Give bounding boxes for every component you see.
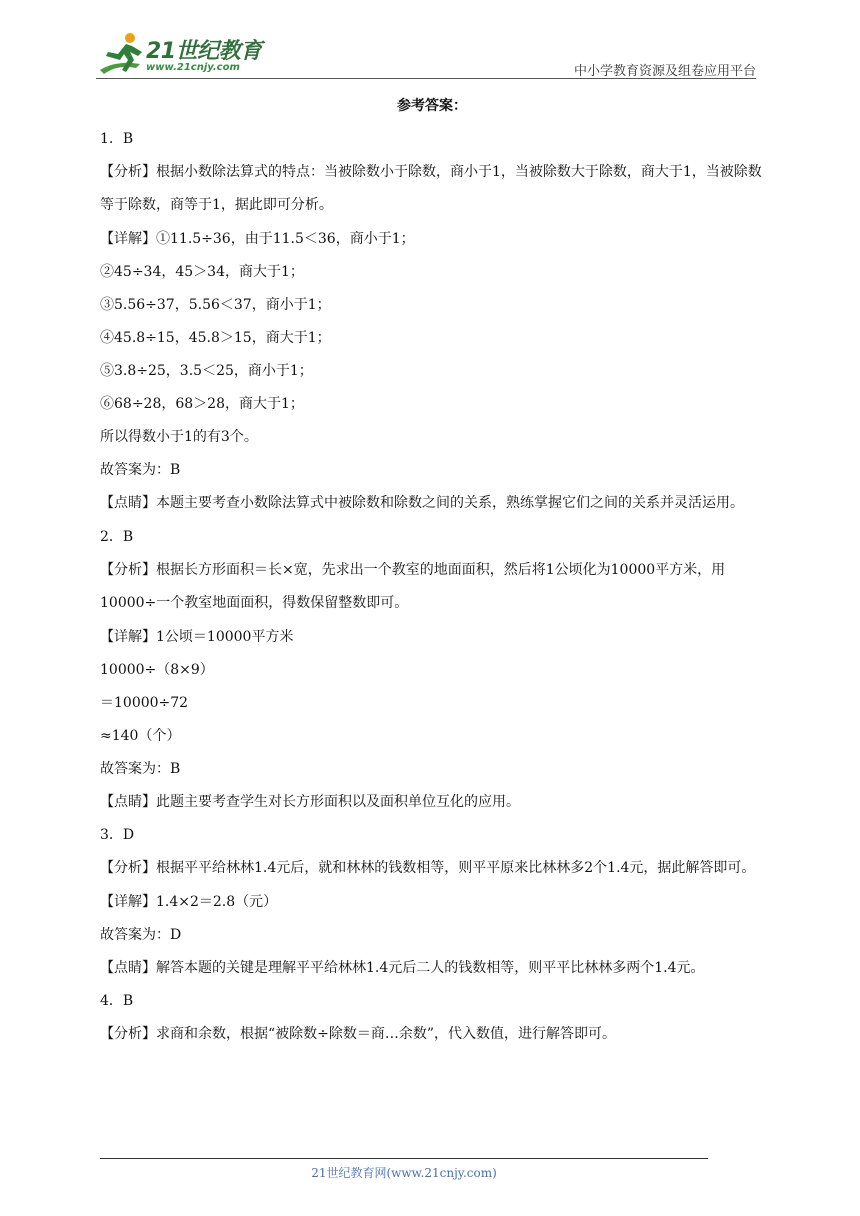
answer-content: [100, 96, 764, 1057]
detail-line: ④45.8÷15，45.8＞15，商大于1；: [100, 330, 331, 346]
detail-line: ②45÷34，45＞34，商大于1；: [100, 264, 304, 280]
answer-line: 故答案为：B: [100, 462, 181, 478]
formula-line: ＝10000÷72: [100, 695, 189, 711]
footer-text[interactable]: 21世纪教育网(www.21cnjy.com): [311, 1166, 497, 1180]
analysis-paragraph: 【分析】根据平平给林林1.4元后，就和林林的钱数相等，则平平原来比林林多2个1.4元，据此解答即可。: [100, 860, 756, 876]
analysis-paragraph: 【分析】根据长方形面积＝长×宽，先求出一个教室的地面面积，然后将1公顷化为10000平方米，用10000÷一个教室地面面积，得数保留整数即可。: [100, 562, 726, 611]
answer-line: 故答案为：D: [100, 927, 182, 943]
comment-line: 【点睛】解答本题的关键是理解平平给林林1.4元后二人的钱数相等，则平平比林林多两个1.4元。: [100, 960, 705, 976]
detail-line: 【详解】1.4×2＝2.8（元）: [100, 894, 278, 910]
detail-line: ⑤3.8÷25，3.5＜25，商小于1；: [100, 363, 313, 379]
formula-line: ≈140（个）: [100, 728, 181, 744]
detail-line: 【详解】1公顷＝10000平方米: [100, 629, 294, 645]
detail-line: ③5.56÷37，5.56＜37，商小于1；: [100, 297, 331, 313]
analysis-paragraph: 【分析】根据小数除法算式的特点：当被除数小于除数，商小于1，当被除数大于除数，商大于1，当被除数等于除数，商等于1，据此即可分析。: [100, 164, 762, 213]
page-header: [0, 0, 860, 82]
logo-text: 21世纪教育: [146, 39, 262, 64]
detail-line: ⑥68÷28，68＞28，商大于1；: [100, 396, 304, 412]
question-number: 1．B: [100, 131, 134, 147]
platform-name: 中小学教育资源及组卷应用平台: [573, 64, 756, 79]
footer-divider: [100, 1158, 708, 1159]
answer-line: 故答案为：B: [100, 761, 181, 777]
analysis-line: 【分析】求商和余数，根据“被除数÷除数＝商…余数”，代入数值，进行解答即可。: [100, 1026, 617, 1042]
conclusion-line: 所以得数小于1的有3个。: [100, 429, 258, 445]
header-divider: [96, 78, 756, 79]
question-number: 3．D: [100, 827, 135, 843]
logo-url: www.21cnjy.com: [146, 62, 240, 73]
comment-paragraph: 【点睛】本题主要考查小数除法算式中被除数和除数之间的关系，熟练掌握它们之间的关系并灵活运用。: [100, 495, 744, 511]
question-number: 4．B: [100, 993, 134, 1009]
detail-line: 【详解】①11.5÷36，由于11.5＜36，商小于1；: [100, 231, 415, 247]
page-title: 参考答案：: [397, 98, 467, 114]
formula-line: 10000÷（8×9）: [100, 662, 214, 678]
comment-line: 【点睛】此题主要考查学生对长方形面积以及面积单位互化的应用。: [100, 794, 520, 810]
question-number: 2．B: [100, 529, 134, 545]
